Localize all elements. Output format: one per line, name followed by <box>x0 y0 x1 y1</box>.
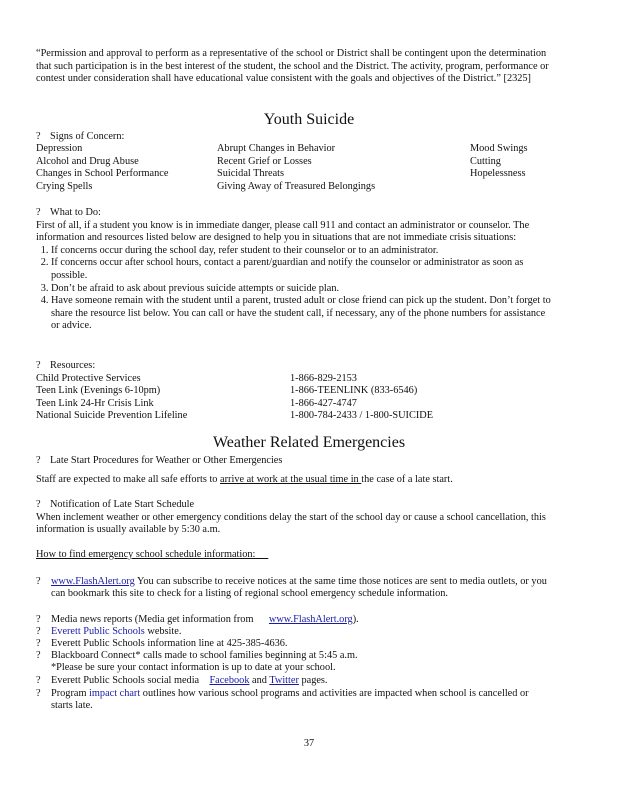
youth-suicide-heading: Youth Suicide <box>263 111 355 128</box>
signs-heading: ? Signs of Concern: <box>36 131 125 142</box>
what-to-do-heading: ? What to Do: <box>36 207 101 218</box>
what-to-do-section <box>36 207 556 333</box>
sign-item: Depression <box>36 143 83 154</box>
sign-item: Changes in School Performance <box>36 168 169 180</box>
sign-item: Crying Spells <box>36 180 93 192</box>
notification-section <box>36 499 556 537</box>
signs-column-3 <box>470 143 528 181</box>
signs-column-1 <box>36 143 168 193</box>
how-to-find-heading: How to find emergency school schedule information: <box>36 549 256 560</box>
list-item: 1. If concerns occur during the school day, refer student to their counselor or to an administrator. <box>51 245 556 258</box>
sign-item: Suicidal Threats <box>217 168 285 180</box>
what-to-do-intro: First of all, if a student you know is in immediate danger, please call 911 and contact an administrator or counselor. The information and resources listed below are designed to help you in situations that are not immediate crisis situations: <box>36 219 530 244</box>
twitter-link[interactable]: Twitter <box>269 675 299 686</box>
signs-column-2 <box>217 143 375 193</box>
resource-row: Child Protective Services 1-866-829-2153 <box>36 372 357 384</box>
page-number: 37 <box>303 738 315 749</box>
weather-emergencies-heading: Weather Related Emergencies <box>212 434 406 451</box>
sign-item: Alcohol and Drug Abuse <box>36 155 139 167</box>
list-item: 3. Don’t be afraid to ask about previous suicide attempts or suicide plan. <box>51 283 556 296</box>
sign-item: Mood Swings <box>470 143 528 154</box>
policy-quote: “Permission and approval to perform as a representative of the school or District shall be contingent upon the determination that such participation is in the best interest of the student, the school and the District. The activity, program, performance or contest under consideration shall have educational value consistent with the goals and objectives of the District.” [2325] <box>36 48 549 85</box>
sign-item: Hopelessness <box>470 168 526 180</box>
list-item: 2. If concerns occur after school hours, contact a parent/guardian and notify the counselor or administrator as soon as possible. <box>51 257 556 282</box>
sign-item: Cutting <box>470 155 501 167</box>
impact-chart-link[interactable]: impact chart <box>89 688 141 699</box>
notification-text: When inclement weather or other emergency conditions delay the start of the school day or cause a school cancellation, this information is usually available by 5:30 a.m. <box>36 511 546 536</box>
resource-row: Teen Link (Evenings 6-10pm) 1-866-TEENLINK (833-6546) <box>36 385 418 397</box>
sign-item: Recent Grief or Losses <box>217 155 312 167</box>
list-item: 4. Have someone remain with the student until a parent, trusted adult or close friend can pick up the student. Don’t forget to share the resource list below. You can call or have the student call, if necessary, any of the phone numbers for assistance or advice. <box>51 295 556 333</box>
notification-heading: ? Notification of Late Start Schedule <box>36 499 195 510</box>
late-start-heading: ? Late Start Procedures for Weather or Other Emergencies <box>36 455 283 466</box>
eps-website-link[interactable]: Everett Public Schools <box>51 626 145 637</box>
late-start-text: Staff are expected to make all safe efforts to arrive at work at the usual time in the case of a late start. <box>36 474 453 485</box>
facebook-link[interactable]: Facebook <box>209 675 250 686</box>
sign-item: Giving Away of Treasured Belongings <box>217 180 376 192</box>
resource-row: National Suicide Prevention Lifeline 1-800-784-2433 / 1-800-SUICIDE <box>36 410 433 422</box>
resources-heading: ? Resources: <box>36 360 96 371</box>
flashalert-link[interactable]: www.FlashAlert.org <box>51 576 135 587</box>
what-to-do-list <box>36 245 556 333</box>
sign-item: Abrupt Changes in Behavior <box>217 143 336 154</box>
resource-row: Teen Link 24-Hr Crisis Link 1-866-427-4747 <box>36 397 357 409</box>
resources-section <box>36 360 556 423</box>
document-page: “Permission and approval to perform as a representative of the school or District shall be contingent upon the determination that such participation is in the best interest of the student, the school and the District. The activity, program, performance or contest under consideration shall have educational value consistent with the goals and objectives of the District.” [2325] Youth Suicide ? Signs of Concern: Depression Alcohol and Drug Abuse Changes in School Performance Crying Spells Abrupt Changes in Behavior Recent Grief or Losses Suicidal Threats Giving Away of Treasured Belongings Mood Swings Cutting Hopelessness ? What to Do: First of all, if a student you know is in immediate danger, please call 911 and contact an administrator or counselor. The information and resources listed below are designed to help you in situations that are not immediate crisis situations: 1. If concerns occur during the school day, refer student to their counselor or to an administrator. 2. If concerns occur after school hours, contact a parent/guardian and notify the counselor or administrator as soon as possible. 3. Don’t be afraid to ask about previous suicide attempts or suicide plan. 4. Have someone remain with the student until a parent, trusted adult or close friend can pick up the student. Don’t forget to share the resource list below. You can call or have the student call, if necessary, any of the phone numbers for assistance or advice. ? Resources: Child Protective Services 1-866-829-2153 Teen Link (Evenings 6-10pm) 1-866-TEENLINK (833-6546) Teen Link 24-Hr Crisis Link 1-866-427-4747 National Suicide Prevention Lifeline 1-800-784-2433 / 1-800-SUICIDE Weather Related Emergencies ? Late Start Procedures for Weather or Other Emergencies Staff are expected to make all safe efforts to arrive at work at the usual time in the case of a late start. ? Notification of Late Start Schedule When inclement weather or other emergency conditions delay the start of the school day or cause a school cancellation, this information is usually available by 5:30 a.m. How to find emergency school schedule information: ? www.FlashAlert.org You can subscribe to receive notices at the same time those notices are sent to media outlets, or you can bookmark this site to check for a listing of regional school emergency schedule information. ? Media news reports (Media get information from www.FlashAlert.org). ? Everett Public Schools website. ? Everett Public Schools information line at 425-385-4636. ? Blackboard Connect* calls made to school families beginning at 5:45 a.m. *Please be sure your contact information is up to date at your school. ? Everett Public Schools social media Facebook and Twitter pages. ? Program impact chart outlines how various school programs and activities are impacted when school is cancelled or starts late. 37 <box>0 0 618 800</box>
flashalert-link-media[interactable]: www.FlashAlert.org <box>268 614 353 625</box>
